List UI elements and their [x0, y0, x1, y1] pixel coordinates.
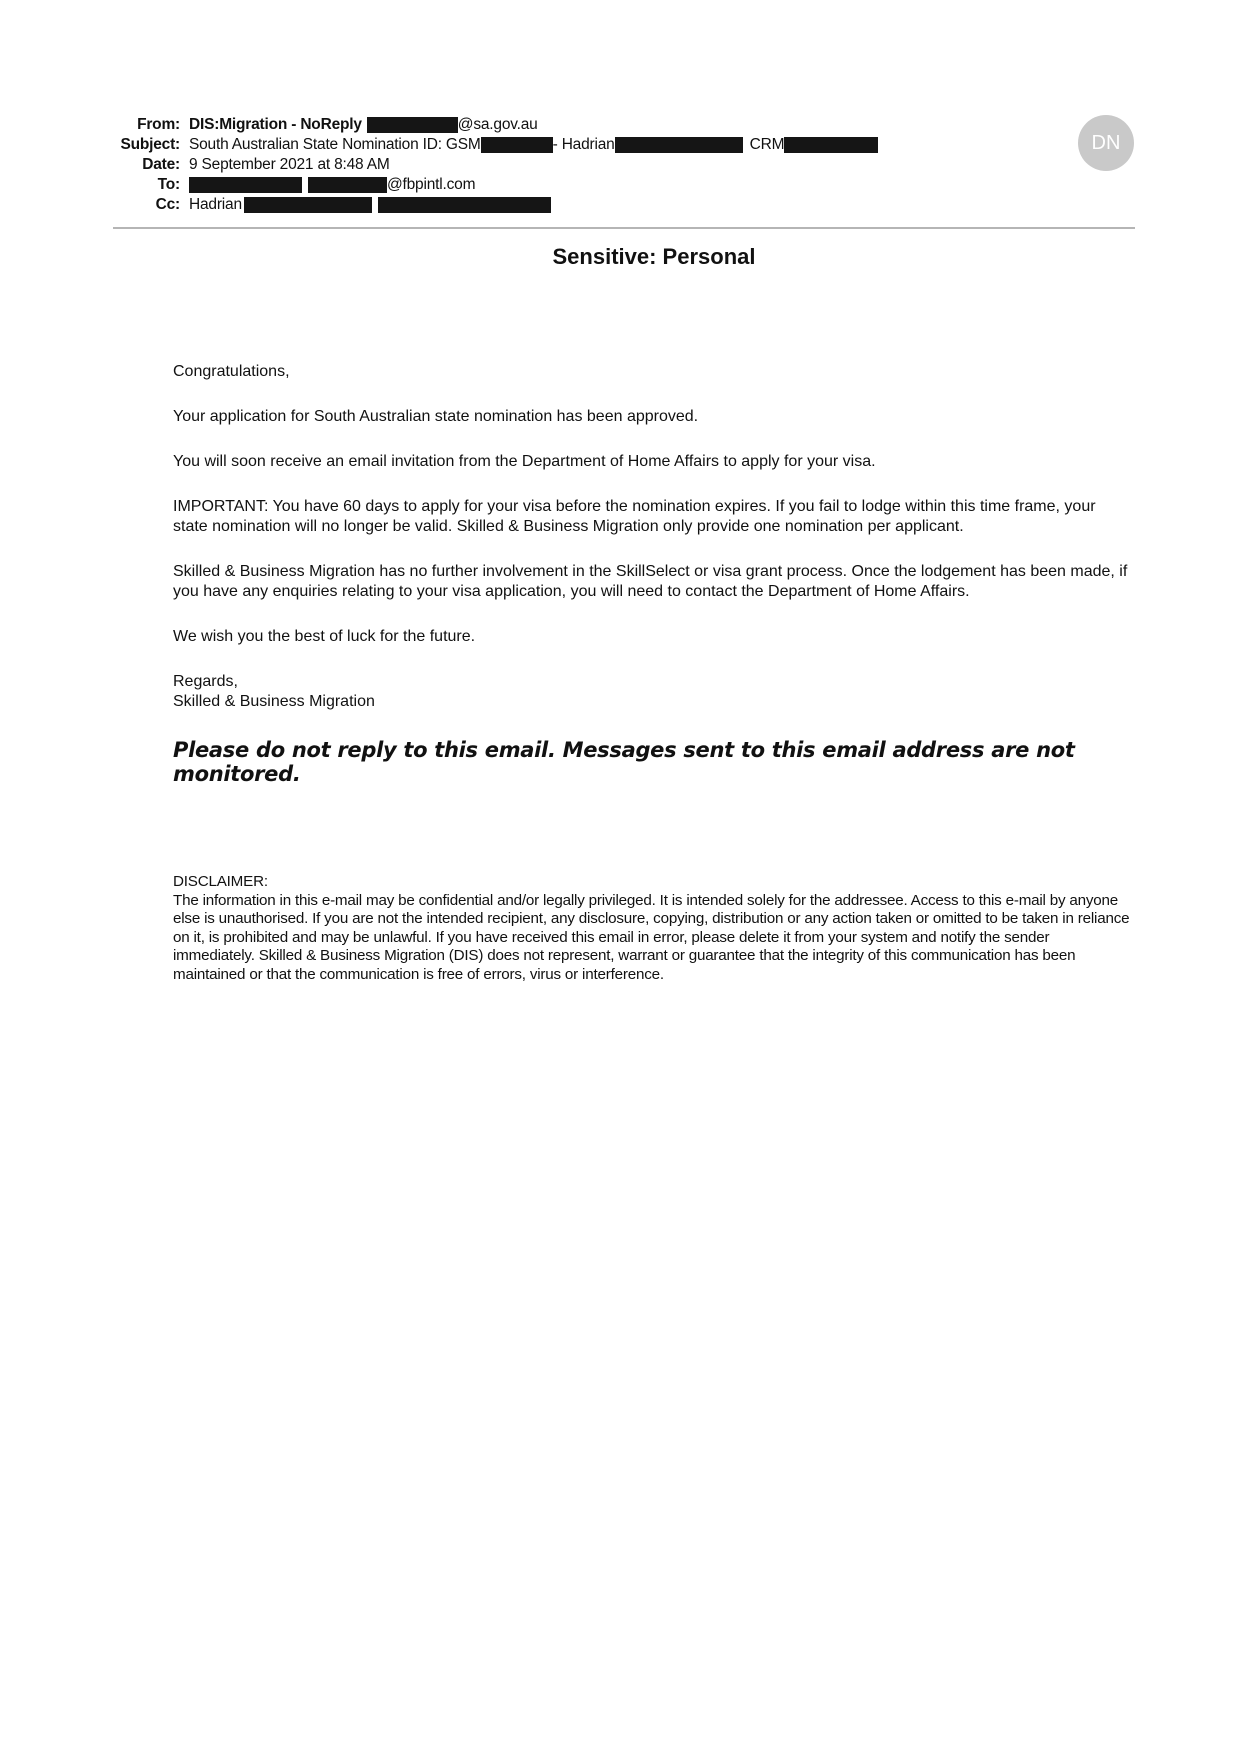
- redaction-box: [615, 137, 743, 153]
- redaction-box: [367, 117, 458, 133]
- disclaimer: [173, 873, 1133, 985]
- date-row: [104, 155, 1134, 175]
- cc-row: [104, 195, 1134, 215]
- sensitivity-label: Sensitive: Personal: [552, 244, 756, 269]
- to-domain: @fbpintl.com: [387, 176, 476, 193]
- subject-part3: CRM: [749, 136, 785, 153]
- from-name: DIS:Migration - NoReply: [189, 116, 362, 133]
- redaction-box: [378, 197, 551, 213]
- invitation-paragraph: You will soon receive an email invitation from the Department of Home Affairs to apply for your visa.: [173, 453, 876, 470]
- signature: Skilled & Business Migration: [173, 693, 375, 710]
- redaction-box: [244, 197, 372, 213]
- to-row: [104, 175, 1134, 195]
- redaction-box: [189, 177, 302, 193]
- subject-part2: - Hadrian: [552, 136, 615, 153]
- redaction-box: [481, 137, 553, 153]
- date-value: 9 September 2021 at 8:48 AM: [189, 156, 390, 173]
- to-label: To:: [157, 176, 180, 193]
- approval-paragraph: Your application for South Australian state nomination has been approved.: [173, 408, 699, 425]
- sign-off: [173, 672, 1133, 712]
- header-divider: [113, 227, 1135, 229]
- date-label: Date:: [142, 156, 180, 173]
- cc-name: Hadrian: [189, 196, 242, 213]
- disclaimer-text: The information in this e-mail may be confidential and/or legally privileged. It is intended solely for the addressee. Access to this e-mail by anyone else is unauthorised. If you are not the intended recipient, any disclosure, copying, distribution or any action taken or omitted to be taken in reliance on it, is prohibited and may be unlawful. If you have received this email in error, please delete it from your system and notify the sender immediately. Skilled & Business Migration (DIS) does not represent, warrant or guarantee that the integrity of this communication has been maintained or that the communication is free of errors, virus or interference.: [173, 891, 1130, 983]
- no-reply-notice: Please do not reply to this email. Messages sent to this email address are not monitored.: [173, 738, 1075, 786]
- from-label: From:: [137, 116, 180, 133]
- disclaimer-title: DISCLAIMER:: [173, 873, 268, 890]
- cc-label: Cc:: [155, 196, 180, 213]
- regards: Regards,: [173, 673, 238, 690]
- important-paragraph: IMPORTANT: You have 60 days to apply for your visa before the nomination expires. If you fail to lodge within this time frame, your state nomination will no longer be valid. Skilled & Business Migration only provide one nomination per applicant.: [173, 498, 1096, 535]
- redaction-box: [784, 137, 878, 153]
- subject-row: [104, 135, 1134, 155]
- email-body: [173, 362, 1133, 712]
- subject-part1: South Australian State Nomination ID: GSM: [189, 136, 481, 153]
- greeting: Congratulations,: [173, 363, 290, 380]
- from-row: [104, 115, 1134, 135]
- involvement-paragraph: Skilled & Business Migration has no further involvement in the SkillSelect or visa grant process. Once the lodgement has been made, if you have any enquiries relating to your visa application, you will need to contact the Department of Home Affairs.: [173, 563, 1128, 600]
- subject-label: Subject:: [120, 136, 180, 153]
- best-wishes-paragraph: We wish you the best of luck for the future.: [173, 628, 476, 645]
- from-domain: @sa.gov.au: [457, 116, 538, 133]
- email-header: [104, 115, 1134, 215]
- avatar: DN: [1078, 115, 1134, 171]
- redaction-box: [308, 177, 387, 193]
